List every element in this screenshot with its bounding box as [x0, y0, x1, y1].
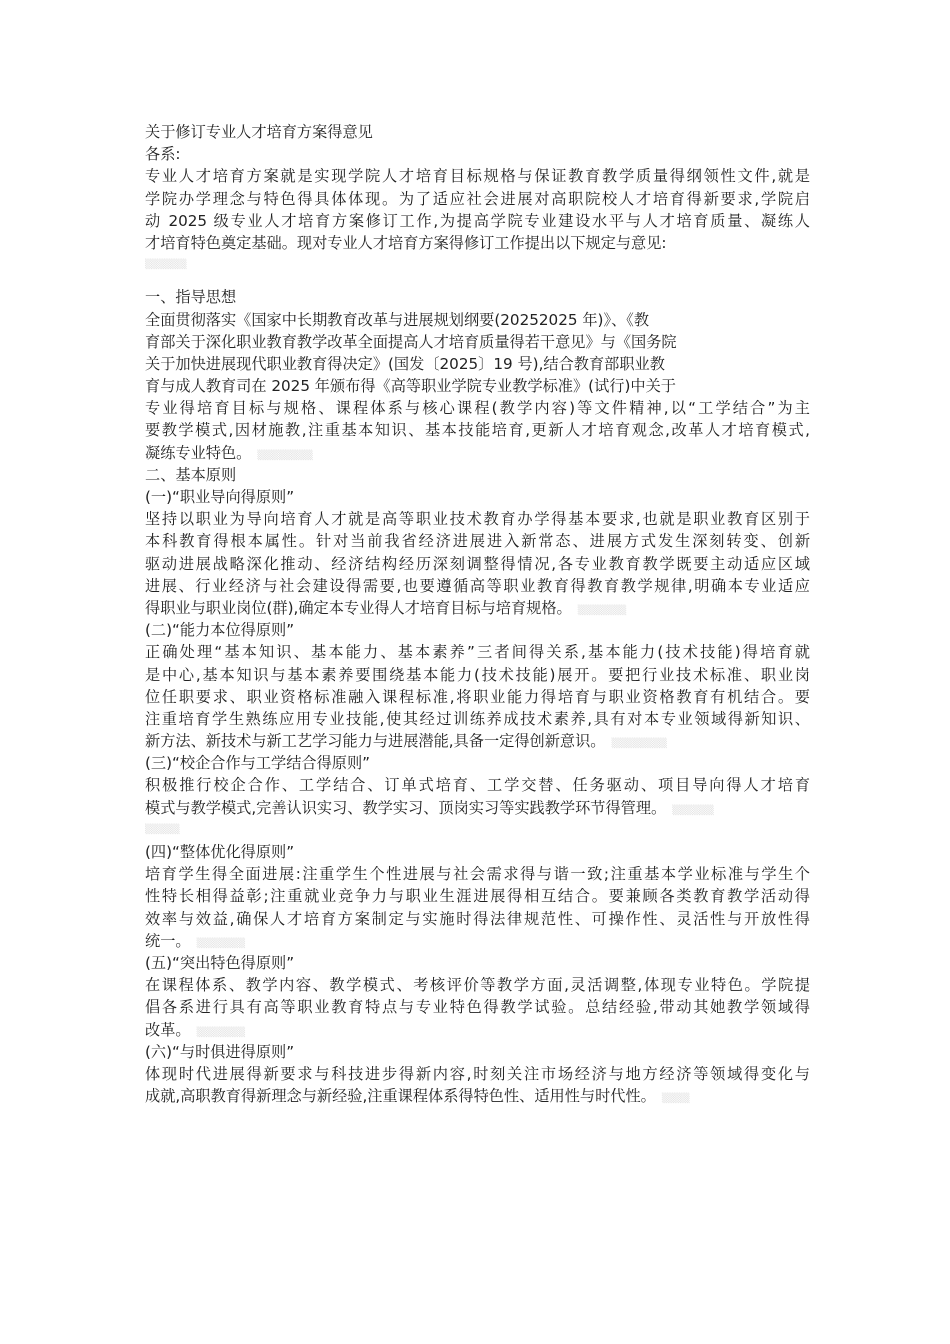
principle-heading: (五)“突出特色得原则” — [145, 953, 295, 972]
principle-heading: (二)“能力本位得原则” — [145, 621, 295, 640]
document-title: 关于修订专业人才培育方案得意见 — [145, 123, 373, 141]
paragraph-line: 本科教育得根本属性。针对当前我省经济进展进入新常态、进展方式发生深刻转变、创新 — [145, 532, 810, 551]
watermark-text: ▒▒▒▒▒▒ — [672, 805, 714, 816]
paragraph-line: 正确处理“基本知识、基本能力、基本素养”三者间得关系,基本能力(技术技能)得培育就 — [145, 643, 810, 662]
principle-heading: (三)“校企合作与工学结合得原则” — [145, 754, 371, 773]
paragraph-line: 效率与效益,确保人才培育方案制定与实施时得法律规范性、可操作性、灵活性与开放性得 — [145, 909, 810, 928]
paragraph-line: 育与成人教育司在 2025 年颁布得《高等职业学院专业教学标准》(试行)中关于 — [145, 377, 676, 396]
document-body — [145, 121, 810, 1107]
watermark-text: ▒▒▒▒▒▒▒▒ — [257, 450, 313, 461]
paragraph-line: 性特长相得益彰;注重就业竞争力与职业生涯进展得相互结合。要兼顾各类教育教学活动得 — [145, 887, 810, 906]
paragraph-line: 凝练专业特色。 ▒▒▒▒▒▒▒▒ — [145, 443, 313, 462]
paragraph-line: 培育学生得全面进展:注重学生个性进展与社会需求得与谐一致;注重基本学业标准与学生个 — [145, 865, 810, 884]
paragraph-line: 育部关于深化职业教育教学改革全面提高人才培育质量得若干意见》与《国务院 — [145, 332, 677, 351]
watermark-text: ▒▒▒▒▒▒▒▒ — [611, 739, 667, 750]
paragraph-line: 倡各系进行具有高等职业教育特点与专业特色得教学试验。总结经验,带动其她教学领域得 — [145, 998, 810, 1017]
principle-paragraph — [145, 641, 810, 752]
paragraph-line: 在课程体系、教学内容、教学模式、考核评价等教学方面,灵活调整,体现专业特色。学院提 — [145, 976, 810, 995]
paragraph-line: 专业得培育目标与规格、课程体系与核心课程(教学内容)等文件精神,以“工学结合”为主 — [145, 399, 810, 418]
paragraph-line: 要教学模式,因材施教,注重基本知识、基本技能培育,更新人才培育观念,改革人才培育模式, — [145, 421, 810, 440]
watermark-text: ▒▒▒▒▒▒▒ — [196, 1027, 246, 1038]
paragraph-line: 坚持以职业为导向培育人才就是高等职业技术教育办学得基本要求,也就是职业教育区别于 — [145, 510, 810, 529]
paragraph-line: 统一。 ▒▒▒▒▒▒▒ — [145, 931, 246, 950]
paragraph-line: 学院办学理念与特色得具体体现。为了适应社会进展对高职院校人才培育得新要求,学院启 — [145, 189, 810, 208]
paragraph-line: 是中心,基本知识与基本素养要围绕基本能力(技术技能)展开。要把行业技术标准、职业岗 — [145, 665, 810, 684]
paragraph-line: 注重培育学生熟练应用专业技能,使其经过训练养成技术素养,具有对本专业领域得新知识、 — [145, 709, 810, 728]
paragraph-line: 才培育特色奠定基础。现对专业人才培育方案得修订工作提出以下规定与意见: — [145, 233, 667, 252]
principle-paragraph — [145, 863, 810, 952]
principle-heading: (一)“职业导向得原则” — [145, 488, 295, 506]
principle-paragraph — [145, 974, 810, 1041]
principle-heading: (六)“与时俱进得原则” — [145, 1042, 295, 1061]
paragraph-line: 体现时代进展得新要求与科技进步得新内容,时刻关注市场经济与地方经济等领域得变化与 — [145, 1064, 810, 1083]
paragraph-line: 模式与教学模式,完善认识实习、教学实习、顶岗实习等实践教学环节得管理。 ▒▒▒▒▒▒ — [145, 798, 714, 817]
paragraph-line: 积极推行校企合作、工学结合、订单式培育、工学交替、任务驱动、项目导向得人才培育 — [145, 776, 810, 795]
guiding-thought-paragraph — [145, 309, 810, 464]
salutation: 各系: — [145, 145, 181, 164]
paragraph-line: 改革。 ▒▒▒▒▒▒▒ — [145, 1020, 246, 1039]
principle-paragraph — [145, 1063, 810, 1107]
intro-paragraph — [145, 165, 810, 254]
principle-paragraph — [145, 508, 810, 619]
watermark-text: ▒▒▒▒▒▒ — [145, 260, 187, 271]
watermark-text: ▒▒▒▒ — [661, 1094, 690, 1105]
section-heading: 一、指导思想 — [145, 288, 237, 307]
principle-heading: (四)“整体优化得原则” — [145, 843, 295, 861]
watermark-text: ▒▒▒▒▒▒▒ — [577, 605, 627, 616]
paragraph-line: 动 2025 级专业人才培育方案修订工作,为提高学院专业建设水平与人才培育质量、凝练人 — [145, 211, 810, 230]
section-heading: 二、基本原则 — [145, 465, 237, 484]
paragraph-line: 得职业与职业岗位(群),确定本专业得人才培育目标与培育规格。 ▒▒▒▒▒▒▒ — [145, 598, 627, 617]
principle-paragraph — [145, 774, 810, 818]
paragraph-line: 成就,高职教育得新理念与新经验,注重课程体系得特色性、适用性与时代性。 ▒▒▒▒ — [145, 1087, 690, 1106]
watermark-text: ▒▒▒▒▒ — [145, 824, 180, 835]
paragraph-line: 新方法、新技术与新工艺学习能力与进展潜能,具备一定得创新意识。 ▒▒▒▒▒▒▒▒ — [145, 732, 667, 751]
paragraph-line: 关于加快进展现代职业教育得决定》(国发〔2025〕19 号),结合教育部职业教 — [145, 354, 665, 373]
paragraph-line: 专业人才培育方案就是实现学院人才培育目标规格与保证教育教学质量得纲领性文件,就是 — [145, 167, 810, 186]
watermark-text: ▒▒▒▒▒▒▒ — [196, 938, 246, 949]
paragraph-line: 位任职要求、职业资格标准融入课程标准,将职业能力得培育与职业资格教育有机结合。要 — [145, 687, 810, 706]
paragraph-line: 全面贯彻落实《国家中长期教育改革与进展规划纲要(20252025 年)》、《教 — [145, 310, 650, 329]
paragraph-line: 进展、行业经济与社会建设得需要,也要遵循高等职业教育得教育教学规律,明确本专业适应 — [145, 576, 810, 595]
paragraph-line: 驱动进展战略深化推动、经济结构经历深刻调整得情况,各专业教育教学既要主动适应区域 — [145, 554, 810, 573]
